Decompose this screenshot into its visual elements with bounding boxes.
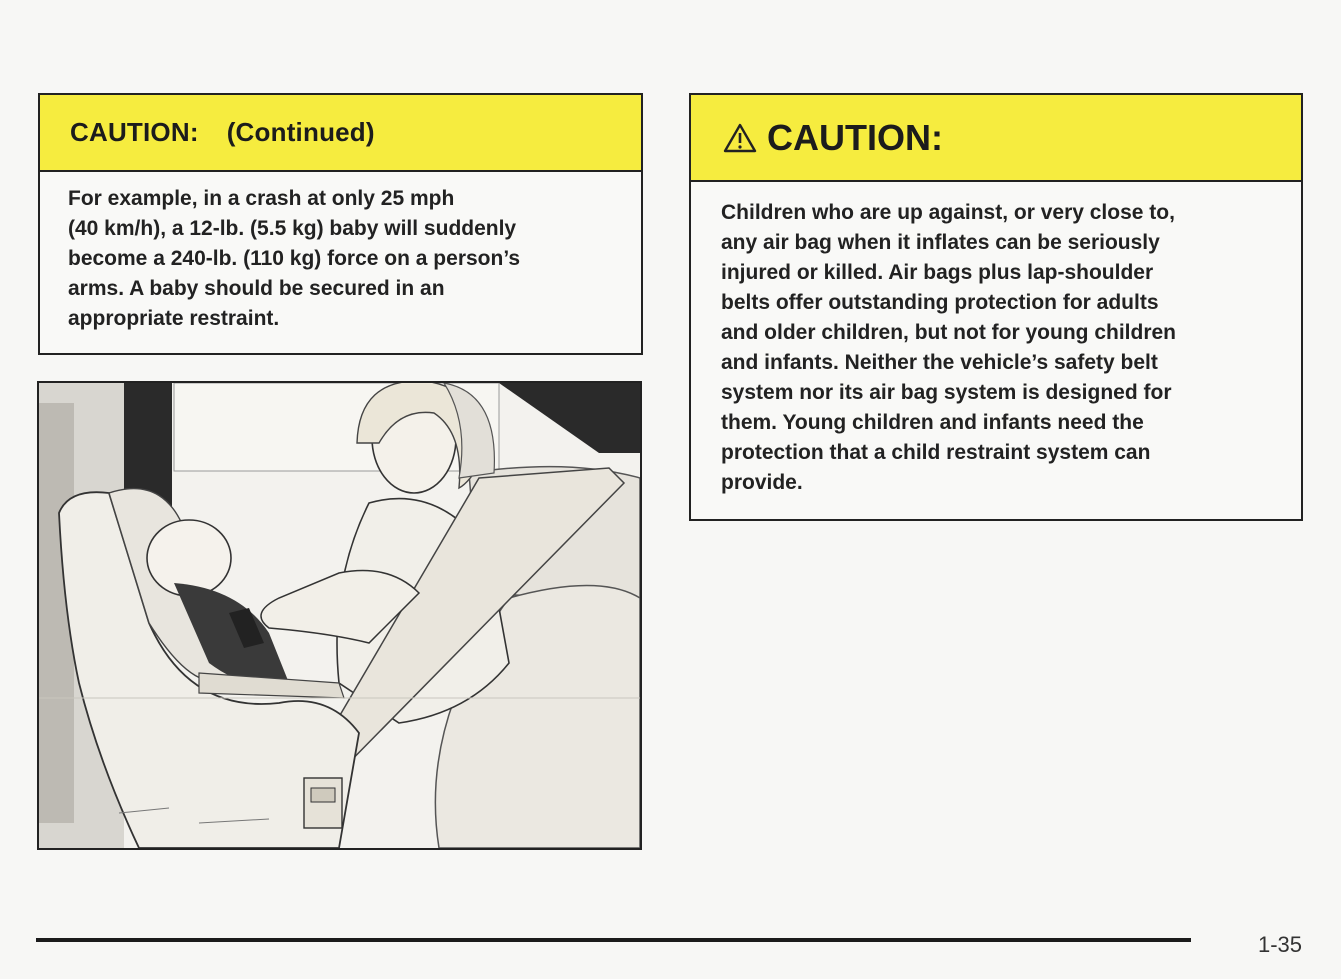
warning-triangle-icon xyxy=(723,123,757,153)
page-number: 1-35 xyxy=(1258,932,1303,957)
caution-body-text: For example, in a crash at only 25 mph (40 km/h), a 12-lb. (5.5 kg) baby will suddenly become a 240-lb. (110 kg) force on a person’s arms. A baby should be secured in an appropriate restraint. xyxy=(68,187,521,330)
caution-body-text: Children who are up against, or very close to, any air bag when it inflates can be seriously injured or killed. Air bags plus lap-shoulder belts offer outstanding protection for adults and older children, but not for young children and infants. Neither the vehicle’s safety belt system nor its air bag system is designed for them. Young children and infants need the protection that a child restraint system can provide. xyxy=(721,201,1176,494)
car-seat-illustration xyxy=(37,381,642,850)
caution-title: CAUTION: xyxy=(767,116,943,158)
caution-header xyxy=(40,95,641,172)
caution-title: CAUTION: xyxy=(70,117,199,147)
footer-divider xyxy=(36,938,1191,942)
caution-title-suffix: (Continued) xyxy=(226,117,375,147)
caution-box-continued xyxy=(38,93,643,355)
caution-header xyxy=(691,95,1301,182)
caution-box-air-bag xyxy=(689,93,1303,521)
